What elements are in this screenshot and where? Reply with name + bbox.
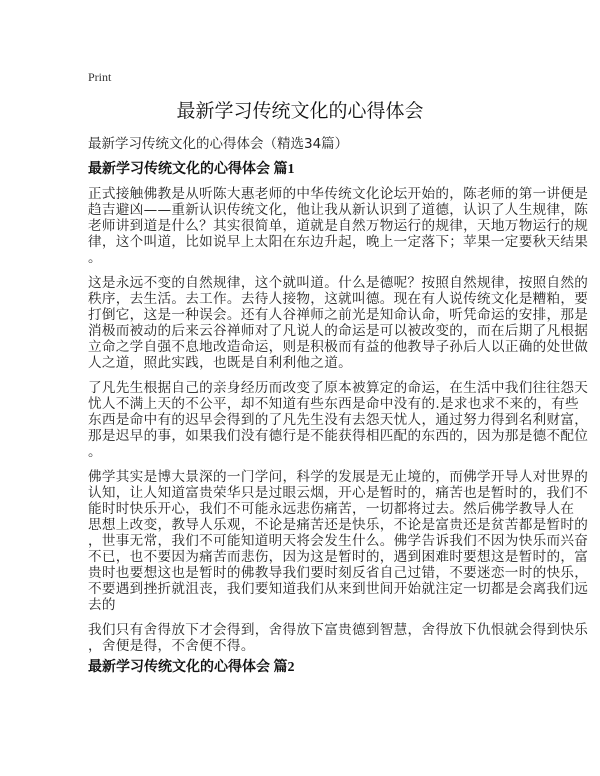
paragraph-line: 老师讲到道是什么？其实很简单，道就是自然万物运行的规律，天地万物运行的规 — [88, 218, 589, 234]
paragraph-line: 趋吉避凶——重新认识传统文化，他让我从新认识到了道德，认识了人生规律，陈 — [88, 202, 589, 218]
paragraph-line: 我们只有舍得放下才会得到，舍得放下富贵德到智慧，舍得放下仇恨就会得到快乐 — [88, 622, 589, 638]
paragraph-line: 消极而被动的后来云谷禅师对了凡说人的命运是可以被改变的，而在后期了凡根据 — [88, 323, 589, 339]
paragraph-line: 贵时也要想这也是暂时的佛教导我们要时刻反省自己过错，不要迷恋一时的快乐， — [88, 565, 589, 581]
paragraph-line: 能时时快乐开心，我们不可能永远悲伤痛苦，一切都将过去。然后佛学教导人在 — [88, 501, 575, 517]
paragraph — [88, 469, 589, 613]
paragraph-line: ，世事无常，我们不可能知道明天将会发生什么。佛学告诉我们不因为快乐而兴奋 — [88, 533, 589, 549]
section-heading-2: 最新学习传统文化的心得体会 篇2 — [88, 660, 295, 675]
paragraph-line: 这是永远不变的自然规律，这个就叫道。什么是德呢？按照自然规律，按照自然的 — [88, 275, 589, 291]
paragraph-line: 。 — [88, 250, 102, 266]
document-subtitle: 最新学习传统文化的心得体会（精选34篇） — [88, 136, 349, 152]
paragraph-line: 律，这个叫道，比如说早上太阳在东边升起，晚上一定落下；苹果一定要秋天结果 — [88, 234, 589, 250]
section-heading-1: 最新学习传统文化的心得体会 篇1 — [88, 162, 295, 177]
print-link[interactable]: Print — [88, 70, 112, 84]
paragraph — [88, 186, 589, 266]
paragraph — [88, 622, 589, 654]
paragraph-line: 去的 — [88, 597, 116, 613]
page-title: 最新学习传统文化的心得体会 — [176, 100, 424, 122]
paragraph-line: 立命之学自强不息地改造命运，则是积极而有益的他教导子孙后人以正确的处世做 — [88, 339, 589, 355]
paragraph-line: 那是迟早的事，如果我们没有德行是不能获得相匹配的东西的，因为那是德不配位 — [88, 428, 589, 444]
paragraph-line: 思想上改变，教导人乐观，不论是痛苦还是快乐，不论是富贵还是贫苦都是暂时的 — [88, 517, 589, 533]
paragraph-line: ，舍便是得，不舍便不得。 — [88, 638, 255, 654]
paragraph-line: 秩序，去生活。去工作。去待人接物，这就叫德。现在有人说传统文化是糟粕，要 — [88, 291, 589, 307]
paragraph-line: 认知，让人知道富贵荣华只是过眼云烟，开心是暂时的，痛苦也是暂时的，我们不 — [88, 485, 589, 501]
article-body — [88, 186, 589, 663]
paragraph-line: 不已，也不要因为痛苦而悲伤，因为这是暂时的，遇到困难时要想这是暂时的，富 — [88, 549, 589, 565]
paragraph-line: 人之道，照此实践，也既是自利利他之道。 — [88, 355, 352, 371]
paragraph — [88, 275, 589, 371]
paragraph-line: 。 — [88, 444, 102, 460]
paragraph-line: 了凡先生根据自己的亲身经历而改变了原本被算定的命运，在生活中我们往往怨天 — [88, 380, 589, 396]
paragraph-line: 不要遇到挫折就沮丧，我们要知道我们从来到世间开始就注定一切都是会离我们远 — [88, 581, 589, 597]
paragraph-line: 打倒它，这是一种误会。还有人谷禅师之前光是知命认命，听凭命运的安排，那是 — [88, 307, 589, 323]
paragraph-line: 忧人不满上天的不公平，却不知道有些东西是命中没有的.是求也求不来的，有些 — [88, 396, 579, 412]
paragraph — [88, 380, 589, 460]
paragraph-line: 佛学其实是博大景深的一门学问，科学的发展是无止境的，而佛学开导人对世界的 — [88, 469, 589, 485]
paragraph-line: 东西是命中有的迟早会得到的了凡先生没有去怨天忧人，通过努力得到名利财富， — [88, 412, 589, 428]
paragraph-line: 正式接触佛教是从听陈大惠老师的中华传统文化论坛开始的，陈老师的第一讲便是 — [88, 186, 589, 202]
